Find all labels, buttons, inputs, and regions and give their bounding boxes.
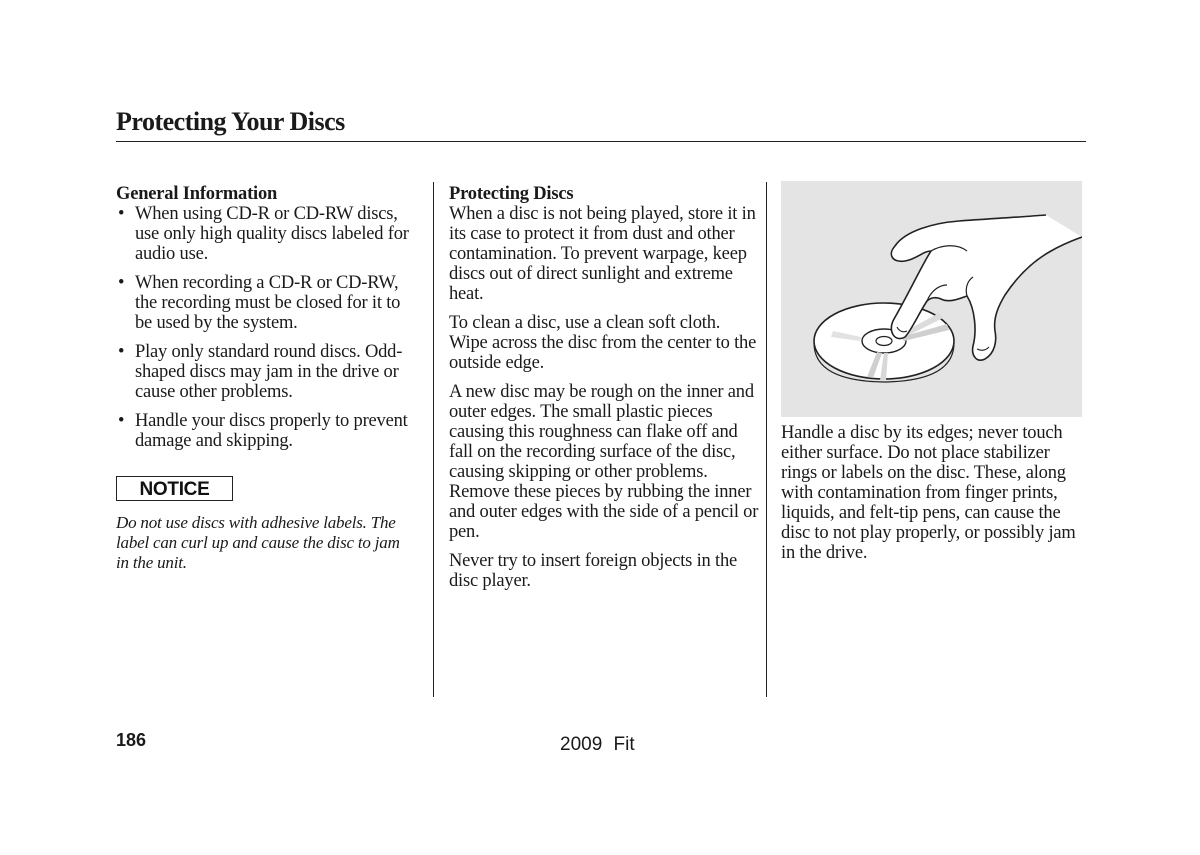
general-information-heading: General Information bbox=[116, 184, 278, 204]
general-information-list bbox=[116, 204, 416, 451]
paragraph: When a disc is not being played, store it in its case to protect it from dust and other contamination. To prevent warpage, keep discs out of direct sunlight and extreme heat. bbox=[449, 204, 756, 304]
illustration-caption: Handle a disc by its edges; never touch either surface. Do not place stabilizer rings or labels on the disc. These, along with contamination from finger prints, liquids, and felt-tip pens, can cause the disc to not play properly, or possibly jam in the drive. bbox=[781, 423, 1076, 563]
list-item: • When recording a CD-R or CD-RW, the recording must be closed for it to be used by the system. bbox=[116, 273, 416, 333]
notice-badge: NOTICE bbox=[116, 476, 233, 501]
hand-holding-disc-icon bbox=[781, 181, 1082, 417]
paragraph: A new disc may be rough on the inner and outer edges. The small plastic pieces causing this roughness can flake off and fall on the recording surface of the disc, causing skipping or other problems. Remove these pieces by rubbing the inner and outer edges with the side of a pencil or pen. bbox=[449, 382, 759, 542]
illustration-caption-column bbox=[781, 423, 1086, 572]
list-item: • Handle your discs properly to prevent damage and skipping. bbox=[116, 411, 416, 451]
list-item: • When using CD-R or CD-RW discs, use only high quality discs labeled for audio use. bbox=[116, 204, 416, 264]
title-divider bbox=[116, 141, 1086, 142]
general-information-column bbox=[116, 184, 416, 573]
footer-model-label: 2009 Fit bbox=[560, 734, 635, 755]
protecting-discs-column bbox=[449, 184, 759, 600]
page-number: 186 bbox=[116, 730, 147, 750]
column-divider bbox=[766, 182, 767, 697]
protecting-discs-heading: Protecting Discs bbox=[449, 184, 574, 204]
notice-text: Do not use discs with adhesive labels. The label can curl up and cause the disc to jam in the unit. bbox=[116, 513, 400, 572]
page-title: Protecting Your Discs bbox=[116, 107, 345, 136]
paragraph: To clean a disc, use a clean soft cloth. Wipe across the disc from the center to the outside edge. bbox=[449, 313, 757, 373]
disc-handling-illustration bbox=[781, 181, 1082, 417]
disc-icon bbox=[814, 303, 954, 382]
paragraph: Never try to insert foreign objects in the disc player. bbox=[449, 551, 738, 591]
list-item: • Play only standard round discs. Odd-shaped discs may jam in the drive or cause other problems. bbox=[116, 342, 416, 402]
column-divider bbox=[433, 182, 434, 697]
